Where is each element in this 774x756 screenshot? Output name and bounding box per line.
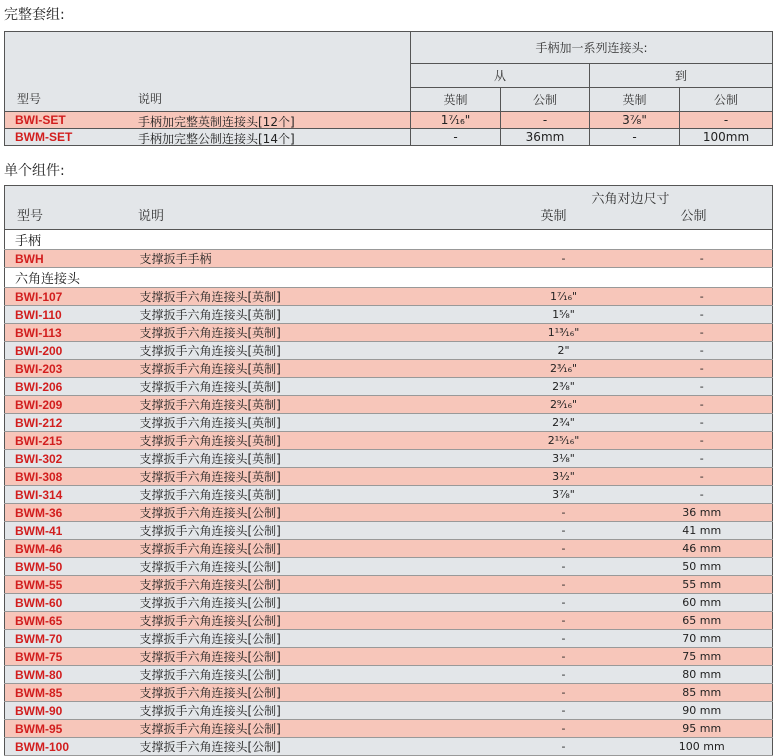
product-description: 支撑扳手手柄 [128,250,496,268]
parts-size-header [496,186,773,230]
product-description: 手柄加完整英制连接头[12个] [138,115,295,129]
from-metric-value: - [501,112,590,129]
product-description: 支撑扳手六角连接头[英制] [128,396,496,414]
parts-section-title: 单个组件: [4,163,65,179]
to-imperial-value: - [590,129,680,146]
table-row [5,522,773,540]
table-row [5,342,773,360]
imperial-size-value: - [496,522,632,540]
metric-size-value: - [632,306,773,324]
table-row [5,468,773,486]
product-description: 支撑扳手六角连接头[英制] [128,378,496,396]
table-row [5,250,773,268]
product-description: 支撑扳手六角连接头[公制] [128,720,496,738]
product-code: BWH [5,250,128,268]
table-row [5,396,773,414]
metric-size-value: 80 mm [632,666,773,684]
product-code: BWI-206 [5,378,128,396]
product-code: BWM-100 [5,738,128,756]
to-imperial-value: 3⁷⁄₈" [590,112,680,129]
from-imperial-value: 1⁷⁄₁₆" [411,112,501,129]
from-imperial-value: - [411,129,501,146]
imperial-size-value: - [496,720,632,738]
product-code: BWI-302 [5,450,128,468]
metric-size-value: - [632,396,773,414]
product-description: 支撑扳手六角连接头[公制] [128,702,496,720]
parts-metric-header: 公制 [680,209,707,224]
table-row [5,414,773,432]
product-code: BWI-SET [15,113,66,127]
product-code: BWI-113 [5,324,128,342]
metric-size-value: 55 mm [632,576,773,594]
imperial-size-value: 3¹⁄₈" [496,450,632,468]
metric-size-value: - [632,360,773,378]
table-row [5,666,773,684]
metric-size-value: - [632,486,773,504]
imperial-size-value: - [496,250,632,268]
product-description: 支撑扳手六角连接头[公制] [128,540,496,558]
metric-size-value: - [632,342,773,360]
product-code: BWI-203 [5,360,128,378]
sets-from-imperial-header: 英制 [411,88,501,112]
imperial-size-value: 1¹³⁄₁₆" [496,324,632,342]
product-code: BWI-110 [5,306,128,324]
parts-col-model: 型号 [17,209,44,224]
product-description: 支撑扳手六角连接头[公制] [128,648,496,666]
product-code: BWM-95 [5,720,128,738]
product-code: BWM-60 [5,594,128,612]
product-code: BWM-80 [5,666,128,684]
parts-model-desc-header [5,186,496,230]
table-row [5,576,773,594]
product-code: BWI-107 [5,288,128,306]
product-code: BWM-65 [5,612,128,630]
imperial-size-value: - [496,648,632,666]
imperial-size-value: 2¹⁵⁄₁₆" [496,432,632,450]
table-row [5,432,773,450]
imperial-size-value: - [496,594,632,612]
metric-size-value: 75 mm [632,648,773,666]
sets-model-desc-header [5,32,411,112]
product-description: 支撑扳手六角连接头[英制] [128,432,496,450]
metric-size-value: - [632,468,773,486]
sets-from-metric-header: 公制 [501,88,590,112]
metric-size-value: - [632,432,773,450]
product-description: 支撑扳手六角连接头[公制] [128,504,496,522]
product-description: 支撑扳手六角连接头[公制] [128,738,496,756]
imperial-size-value: 2³⁄₁₆" [496,360,632,378]
metric-size-value: 100 mm [632,738,773,756]
product-code: BWI-209 [5,396,128,414]
table-row [5,486,773,504]
imperial-size-value: 2³⁄₄" [496,414,632,432]
table-row [5,540,773,558]
table-row [5,738,773,756]
product-description: 支撑扳手六角连接头[公制] [128,576,496,594]
group-label-sockets: 六角连接头 [5,268,773,288]
imperial-size-value: 2³⁄₈" [496,378,632,396]
imperial-size-value: - [496,666,632,684]
metric-size-value: 95 mm [632,720,773,738]
product-code: BWI-212 [5,414,128,432]
product-code: BWM-75 [5,648,128,666]
table-row [5,594,773,612]
sets-to-imperial-header: 英制 [590,88,680,112]
product-description: 支撑扳手六角连接头[公制] [128,558,496,576]
product-code: BWI-314 [5,486,128,504]
product-description: 支撑扳手六角连接头[英制] [128,342,496,360]
imperial-size-value: - [496,576,632,594]
table-row [5,324,773,342]
sets-col-desc: 说明 [138,92,163,106]
product-description: 支撑扳手六角连接头[公制] [128,684,496,702]
product-code: BWM-85 [5,684,128,702]
product-description: 支撑扳手六角连接头[公制] [128,666,496,684]
sets-group-header: 手柄加一系列连接头: [411,32,773,64]
imperial-size-value: - [496,540,632,558]
imperial-size-value: 2" [496,342,632,360]
imperial-size-value: - [496,684,632,702]
imperial-size-value: - [496,738,632,756]
to-metric-value: 100mm [680,129,773,146]
metric-size-value: 41 mm [632,522,773,540]
product-description: 支撑扳手六角连接头[公制] [128,594,496,612]
imperial-size-value: - [496,504,632,522]
metric-size-value: 65 mm [632,612,773,630]
product-description: 支撑扳手六角连接头[公制] [128,630,496,648]
imperial-size-value: - [496,630,632,648]
metric-size-value: 85 mm [632,684,773,702]
to-metric-value: - [680,112,773,129]
imperial-size-value: - [496,702,632,720]
product-code: BWM-SET [15,130,73,144]
table-row [5,684,773,702]
set-row-label [5,112,411,129]
product-description: 支撑扳手六角连接头[英制] [128,450,496,468]
product-code: BWM-50 [5,558,128,576]
individual-parts-table [4,185,773,756]
product-code: BWM-55 [5,576,128,594]
parts-col-desc: 说明 [138,209,165,224]
metric-size-value: 90 mm [632,702,773,720]
product-code: BWI-200 [5,342,128,360]
parts-imperial-header: 英制 [540,209,567,224]
table-row [5,378,773,396]
metric-size-value: - [632,450,773,468]
table-row [5,504,773,522]
metric-size-value: 70 mm [632,630,773,648]
table-row [5,288,773,306]
table-row [5,306,773,324]
product-description: 支撑扳手六角连接头[英制] [128,324,496,342]
product-code: BWM-90 [5,702,128,720]
table-row [5,612,773,630]
product-code: BWM-41 [5,522,128,540]
product-code: BWM-46 [5,540,128,558]
table-row [5,648,773,666]
sets-to-metric-header: 公制 [680,88,773,112]
metric-size-value: 50 mm [632,558,773,576]
sets-from-header: 从 [411,64,590,88]
imperial-size-value: 2⁹⁄₁₆" [496,396,632,414]
metric-size-value: - [632,414,773,432]
product-description: 支撑扳手六角连接头[英制] [128,468,496,486]
table-row [5,702,773,720]
product-description: 支撑扳手六角连接头[英制] [128,486,496,504]
table-row [5,630,773,648]
imperial-size-value: 1⁵⁄₈" [496,306,632,324]
table-row [5,720,773,738]
product-code: BWI-308 [5,468,128,486]
imperial-size-value: - [496,558,632,576]
complete-sets-table [4,31,773,146]
imperial-size-value: 3¹⁄₂" [496,468,632,486]
metric-size-value: - [632,250,773,268]
imperial-size-value: - [496,612,632,630]
imperial-size-value: 1⁷⁄₁₆" [496,288,632,306]
table-row [5,450,773,468]
imperial-size-value: 3⁷⁄₈" [496,486,632,504]
product-description: 支撑扳手六角连接头[英制] [128,306,496,324]
from-metric-value: 36mm [501,129,590,146]
product-code: BWI-215 [5,432,128,450]
product-code: BWM-70 [5,630,128,648]
metric-size-value: - [632,324,773,342]
parts-group-header: 六角对边尺寸 [591,192,670,207]
group-label-handle: 手柄 [5,230,773,250]
metric-size-value: 60 mm [632,594,773,612]
sets-section-title: 完整套组: [4,7,65,23]
metric-size-value: 46 mm [632,540,773,558]
sets-col-model: 型号 [17,92,42,106]
table-row [5,112,773,129]
metric-size-value: 36 mm [632,504,773,522]
table-row [5,129,773,146]
product-description: 支撑扳手六角连接头[英制] [128,288,496,306]
product-description: 手柄加完整公制连接头[14个] [138,132,295,146]
product-code: BWM-36 [5,504,128,522]
metric-size-value: - [632,288,773,306]
product-description: 支撑扳手六角连接头[英制] [128,414,496,432]
product-description: 支撑扳手六角连接头[英制] [128,360,496,378]
product-description: 支撑扳手六角连接头[公制] [128,522,496,540]
metric-size-value: - [632,378,773,396]
sets-to-header: 到 [590,64,773,88]
set-row-label [5,129,411,146]
table-row [5,360,773,378]
product-description: 支撑扳手六角连接头[公制] [128,612,496,630]
table-row [5,558,773,576]
